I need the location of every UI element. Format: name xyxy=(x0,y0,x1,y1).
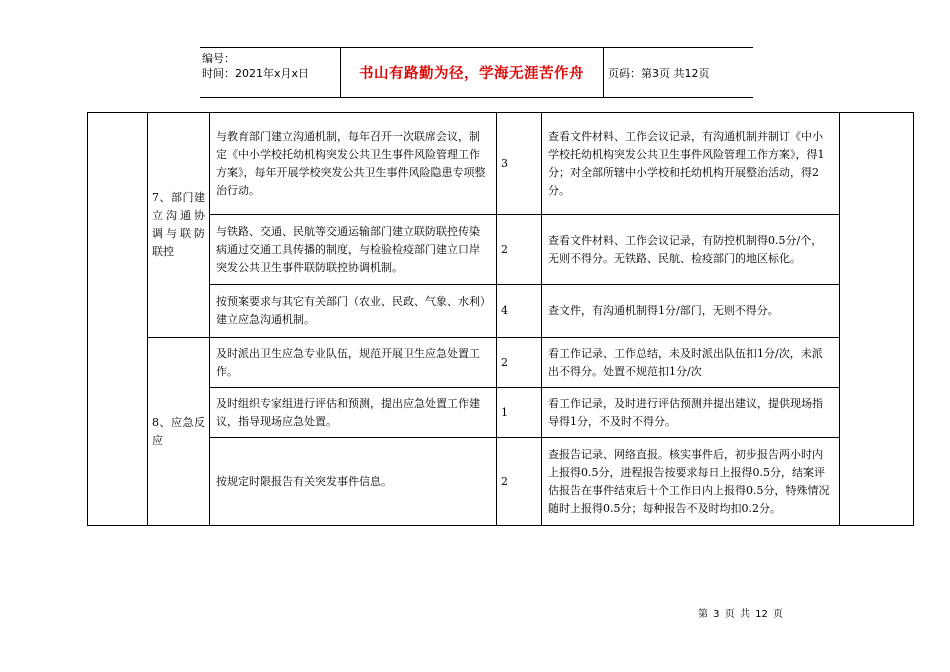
score-cell: 2 xyxy=(497,215,542,285)
method-cell: 查看文件材料、工作会议记录，有防控机制得0.5分/个，无则不得分。无铁路、民航、检疫部门的地区标化。 xyxy=(542,215,840,285)
table-row xyxy=(88,438,914,526)
table-row xyxy=(88,388,914,438)
score-cell: 3 xyxy=(497,113,542,215)
table-row xyxy=(88,285,914,338)
header-divider xyxy=(603,48,604,97)
motto: 书山有路勤为径，学海无涯苦作舟 xyxy=(359,66,584,82)
method-cell: 查文件，有沟通机制得1分/部门，无则不得分。 xyxy=(542,285,840,338)
header-meta xyxy=(202,51,309,81)
content-cell: 与铁路、交通、民航等交通运输部门建立联防联控传染病通过交通工具传播的制度，与检验检疫部门建立口岸突发公共卫生事件联防联控协调机制。 xyxy=(210,215,497,285)
time-label: 时间：2021年x月x日 xyxy=(202,67,310,80)
method-cell: 查报告记录、网络直报。核实事件后，初步报告两小时内上报得0.5分，进程报告按要求每日上报得0.5分，结案评估报告在事件结束后十个工作日内上报得0.5分，特殊情况随时上报得0.5分；每种报告不及时均扣0.2分。 xyxy=(542,438,840,526)
code-label: 编号： xyxy=(202,52,235,65)
content-cell: 与教育部门建立沟通机制，每年召开一次联席会议，制定《中小学校托幼机构突发公共卫生事件风险管理工作方案》，每年开展学校突发公共卫生事件风险隐患专项整治行动。 xyxy=(210,113,497,215)
content-cell: 按预案要求与其它有关部门（农业、民政、气象、水利）建立应急沟通机制。 xyxy=(210,285,497,338)
score-cell: 2 xyxy=(497,438,542,526)
content-cell: 按规定时限报告有关突发事件信息。 xyxy=(210,438,497,526)
table-row xyxy=(88,215,914,285)
category-cell: 7、部门建立沟通协调与联防联控 xyxy=(148,113,210,338)
content-cell: 及时派出卫生应急专业队伍，规范开展卫生应急处置工作。 xyxy=(210,338,497,388)
content-cell: 及时组织专家组进行评估和预测，提出应急处置工作建议，指导现场应急处置。 xyxy=(210,388,497,438)
page-footer: 第 3 页 共 12 页 xyxy=(698,609,783,620)
empty-first-column xyxy=(88,113,148,526)
method-cell: 看工作记录，及时进行评估预测并提出建议，提供现场指导得1分，不及时不得分。 xyxy=(542,388,840,438)
score-cell: 1 xyxy=(497,388,542,438)
page-header xyxy=(200,47,753,98)
score-cell: 2 xyxy=(497,338,542,388)
assessment-table xyxy=(87,112,914,526)
empty-last-column xyxy=(840,113,914,526)
method-cell: 查看文件材料、工作会议记录，有沟通机制并制订《中小学校托幼机构突发公共卫生事件风险管理工作方案》，得1分；对全部所辖中小学校和托幼机构开展整治活动，得2分。 xyxy=(542,113,840,215)
table-row xyxy=(88,113,914,215)
score-cell: 4 xyxy=(497,285,542,338)
category-cell: 8、应急反应 xyxy=(148,338,210,526)
page-number-label: 页码：第3页 共12页 xyxy=(608,67,710,80)
table-row xyxy=(88,338,914,388)
method-cell: 看工作记录、工作总结，未及时派出队伍扣1分/次，未派出不得分。处置不规范扣1分/次 xyxy=(542,338,840,388)
